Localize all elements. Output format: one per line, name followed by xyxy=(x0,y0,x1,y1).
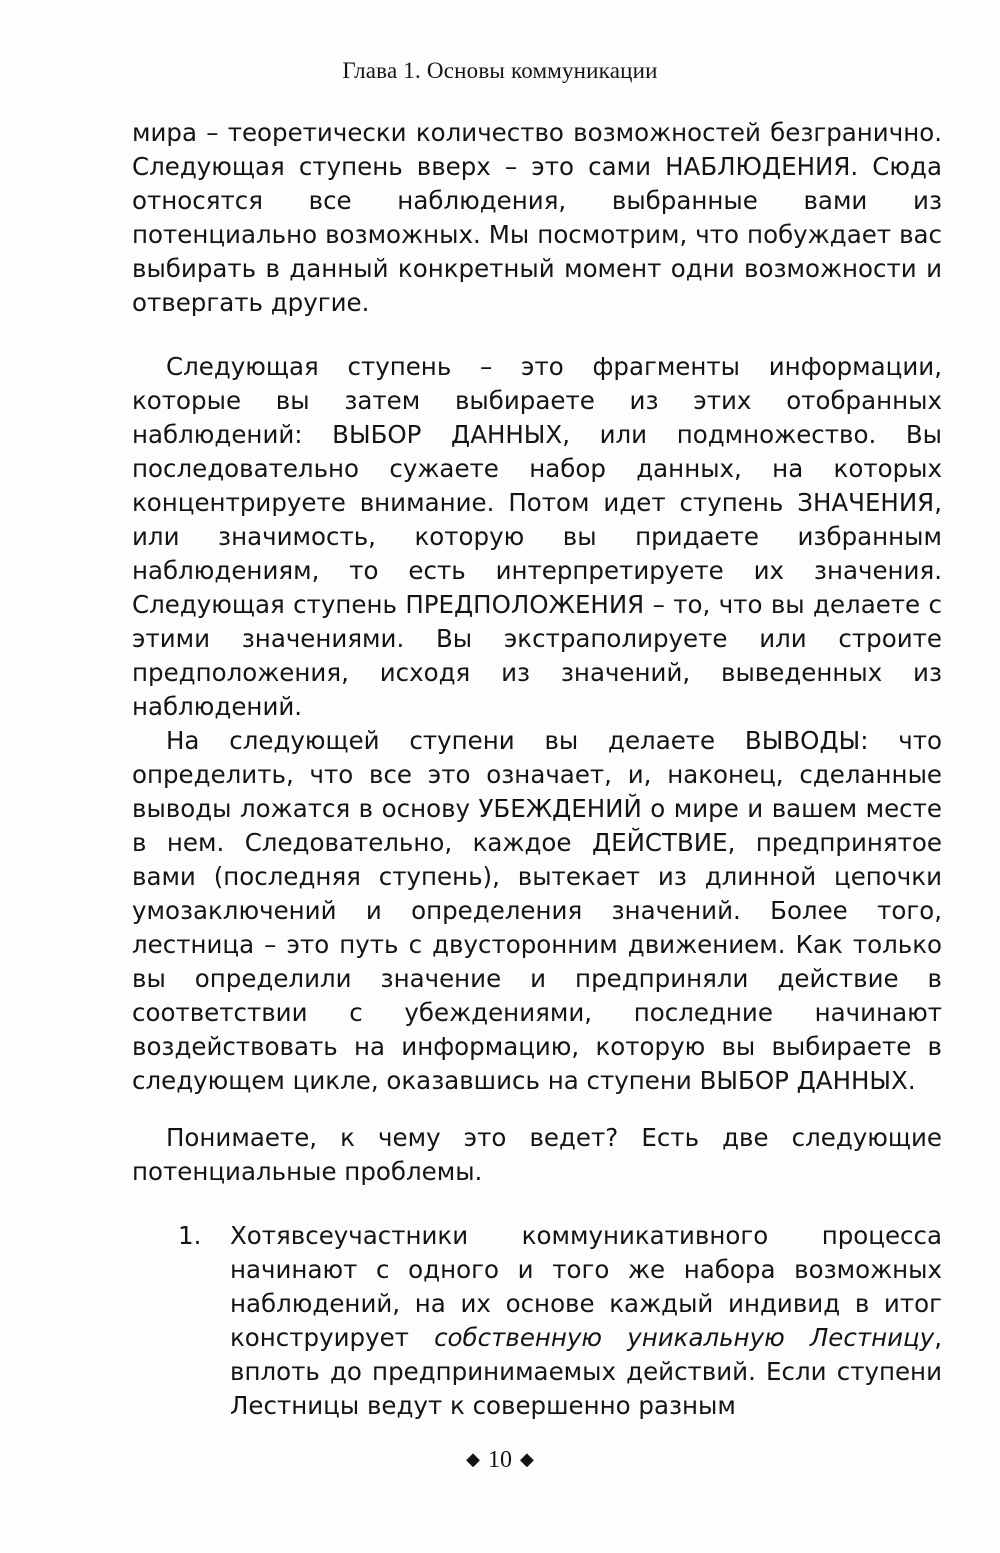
paragraph-2 xyxy=(132,350,942,724)
diamond-ornament-icon: ◆ xyxy=(466,1449,480,1469)
paragraph-text: На следующей ступени вы делаете ВЫВОДЫ: что определить, что все это означает, и, наконец, сделанные выводы ложатся в основу УБЕЖДЕНИЙ о мире и вашем месте в нем. Следовательно, каждое ДЕЙСТВИЕ, предпринятое вами (последняя ступень), вытекает из длинной цепочки умозаключений и определения значений. Более того, лестница – это путь с двусторонним движением. Как только вы определили значение и предприняли действие в соответствии с убеждениями, последние начинают воздействовать на информацию, которую вы выбираете в следующем цикле, оказавшись на ступени ВЫБОР ДАННЫХ. xyxy=(132,726,942,1095)
page-footer xyxy=(0,1447,1000,1474)
paragraph-4 xyxy=(132,1121,942,1189)
paragraph-text: Понимаете, к чему это ведет? Есть две следующие потенциальные проблемы. xyxy=(132,1123,942,1186)
paragraph-text: мира – теоретически количество возможностей безгранично. Следующая ступень вверх – это сами НАБЛЮДЕНИЯ. Сюда относятся все наблюдения, выбранные вами из потенциально возможных. Мы посмотрим, что побуждает вас выбирать в данный конкретный момент одни возможности и отвергать другие. xyxy=(132,118,942,317)
list-text-italic: собственную уникальную Лестницу xyxy=(434,1323,935,1352)
list-text-before: Хотявсеучастники коммуникативного процесса начинают с одного и того же набора возможных наблюдений, на их основе каждый индивид в итог конструирует xyxy=(230,1221,942,1352)
list-text-after: , вплоть до предпринимаемых действий. Если ступени Лестницы ведут к совершенно разным xyxy=(230,1323,942,1420)
list-item-text xyxy=(230,1219,942,1423)
list-item xyxy=(132,1219,942,1423)
numbered-list xyxy=(132,1219,942,1423)
page-number: 10 xyxy=(488,1447,512,1473)
paragraph-1 xyxy=(132,116,942,320)
paragraph-text: Следующая ступень – это фрагменты информации, которые вы затем выбираете из этих отобранных наблюдений: ВЫБОР ДАННЫХ, или подмножество. Вы последовательно сужаете набор данных, на которых концентрируете внимание. Потом идет ступень ЗНАЧЕНИЯ, или значимость, которую вы придаете избранным наблюдениям, то есть интерпретируете их значения. Следующая ступень ПРЕДПОЛОЖЕНИЯ – то, что вы делаете с этими значениями. Вы экстраполируете или строите предположения, исходя из значений, выведенных из наблюдений. xyxy=(132,352,942,721)
diamond-ornament-icon: ◆ xyxy=(520,1449,534,1469)
list-item-number: 1. xyxy=(178,1221,202,1250)
running-header: Глава 1. Основы коммуникации xyxy=(342,58,658,83)
paragraph-3 xyxy=(132,724,942,1098)
